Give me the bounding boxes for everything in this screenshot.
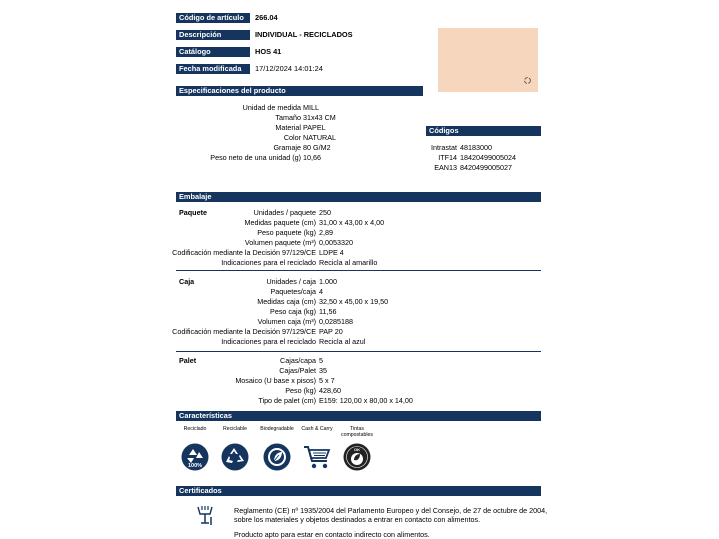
row-value: 8420499005027 [460,163,512,172]
recyclable-icon [221,443,249,471]
caracteristicas-header: Características [176,411,541,421]
shopping-cart-icon [302,443,332,471]
row-value: 35 [319,366,327,375]
caption-tintas: Tintas compostables [340,426,373,438]
descripcion-label: Descripción [176,30,250,40]
row-label: EAN13 [434,163,457,172]
row-value: PAPEL [303,123,326,132]
compostable-badge: OK [354,447,360,452]
row-value: Recicla al azul [319,337,366,346]
row-value: Recicla al amarillo [319,258,378,267]
row-value: 5 x 7 [319,376,335,385]
codigo-label: Código de artículo [176,13,250,23]
row-label: Peso (kg) [285,386,316,395]
catalogo-label: Catálogo [176,47,250,57]
certificados-header: Certificados [176,486,541,496]
descripcion-value: INDIVIDUAL - RECICLADOS [255,30,353,39]
row-label: Volumen caja (m³) [257,317,316,326]
row-label: Medidas paquete (cm) [244,218,316,227]
paquete-group-label: Paquete [179,208,207,217]
row-value: 80 G/M2 [303,143,331,152]
caja-group-label: Caja [179,277,195,286]
catalogo-value: HOS 41 [255,47,282,56]
row-label: Gramaje [273,143,301,152]
row-value: 31x43 CM [303,113,336,122]
row-label: Unidad de medida [242,103,301,112]
food-contact-icon [196,505,214,527]
row-label: Medidas caja (cm) [257,297,316,306]
row-label: Material [275,123,301,132]
row-value: PAP 20 [319,327,343,336]
certificado-line-3: Producto apto para estar en contacto indirecto con alimentos. [234,530,430,539]
row-label: Peso neto de una unidad (g) [210,153,301,162]
product-image [438,28,538,92]
row-value: 1.000 [319,277,337,286]
caption-biodegradable: Biodegradable [260,426,294,432]
caption-cash-carry: Cash & Carry [301,426,333,432]
row-label: Paquetes/caja [270,287,316,296]
row-label: Cajas/Palet [279,366,316,375]
row-label: Color [283,133,301,142]
divider [176,270,541,271]
row-label: Codificación mediante la Decisión 97/129/CE [172,248,316,257]
fecha-label: Fecha modificada [176,64,250,74]
row-value: 48183000 [460,143,492,152]
caption-reciclado: Reciclado [183,426,207,432]
certificado-line-1: Reglamento (CE) nº 1935/2004 del Parlamento Europeo y del Consejo, de 27 de octubre de 2004, [234,506,548,515]
compostable-inks-icon [343,443,371,471]
row-value: 4 [319,287,323,296]
row-value: 2,89 [319,228,333,237]
row-label: ITF14 [438,153,457,162]
especificaciones-header: Especificaciones del producto [176,86,423,96]
row-value: MILL [303,103,319,112]
row-value: 11,56 [319,307,337,316]
recycle-mark-icon [523,76,532,85]
row-label: Peso caja (kg) [270,307,316,316]
certificado-line-2: sobre los materiales y objetos destinados a entrar en contacto con alimentos. [234,515,481,524]
recycled-badge: 100% [187,463,203,469]
row-label: Volumen paquete (m³) [244,238,316,247]
row-value: NATURAL [303,133,337,142]
row-value: E159: 120,00 x 80,00 x 14,00 [319,396,413,405]
row-value: 0,0053320 [319,238,353,247]
row-value: 32,50 x 45,00 x 19,50 [319,297,389,306]
row-value: 0,0285188 [319,317,353,326]
row-label: Unidades / caja [266,277,316,286]
row-label: Cajas/capa [280,356,316,365]
row-value: 5 [319,356,323,365]
row-label: Indicaciones para el reciclado [221,258,316,267]
row-value: 18420499005024 [460,153,516,162]
codigos-header: Códigos [426,126,541,136]
caption-reciclable: Reciclable [223,426,247,432]
row-label: Indicaciones para el reciclado [221,337,316,346]
embalaje-header: Embalaje [176,192,541,202]
row-value: 250 [319,208,331,217]
row-label: Codificación mediante la Decisión 97/129/CE [172,327,316,336]
row-value: LDPE 4 [319,248,344,257]
row-label: Peso paquete (kg) [257,228,316,237]
row-label: Intrastat [431,143,457,152]
biodegradable-icon [263,443,291,471]
recycled-100-icon [181,443,209,471]
row-label: Unidades / paquete [253,208,316,217]
divider [176,351,541,352]
palet-group-label: Palet [179,356,197,365]
row-value: 428,60 [319,386,341,395]
codigo-value: 266.04 [255,13,278,22]
fecha-value: 17/12/2024 14:01:24 [255,64,323,73]
row-label: Tamaño [275,113,301,122]
row-value: 31,00 x 43,00 x 4,00 [319,218,385,227]
row-value: 10,66 [303,153,321,162]
row-label: Tipo de palet (cm) [258,396,316,405]
row-label: Mosaico (U base x pisos) [235,376,316,385]
